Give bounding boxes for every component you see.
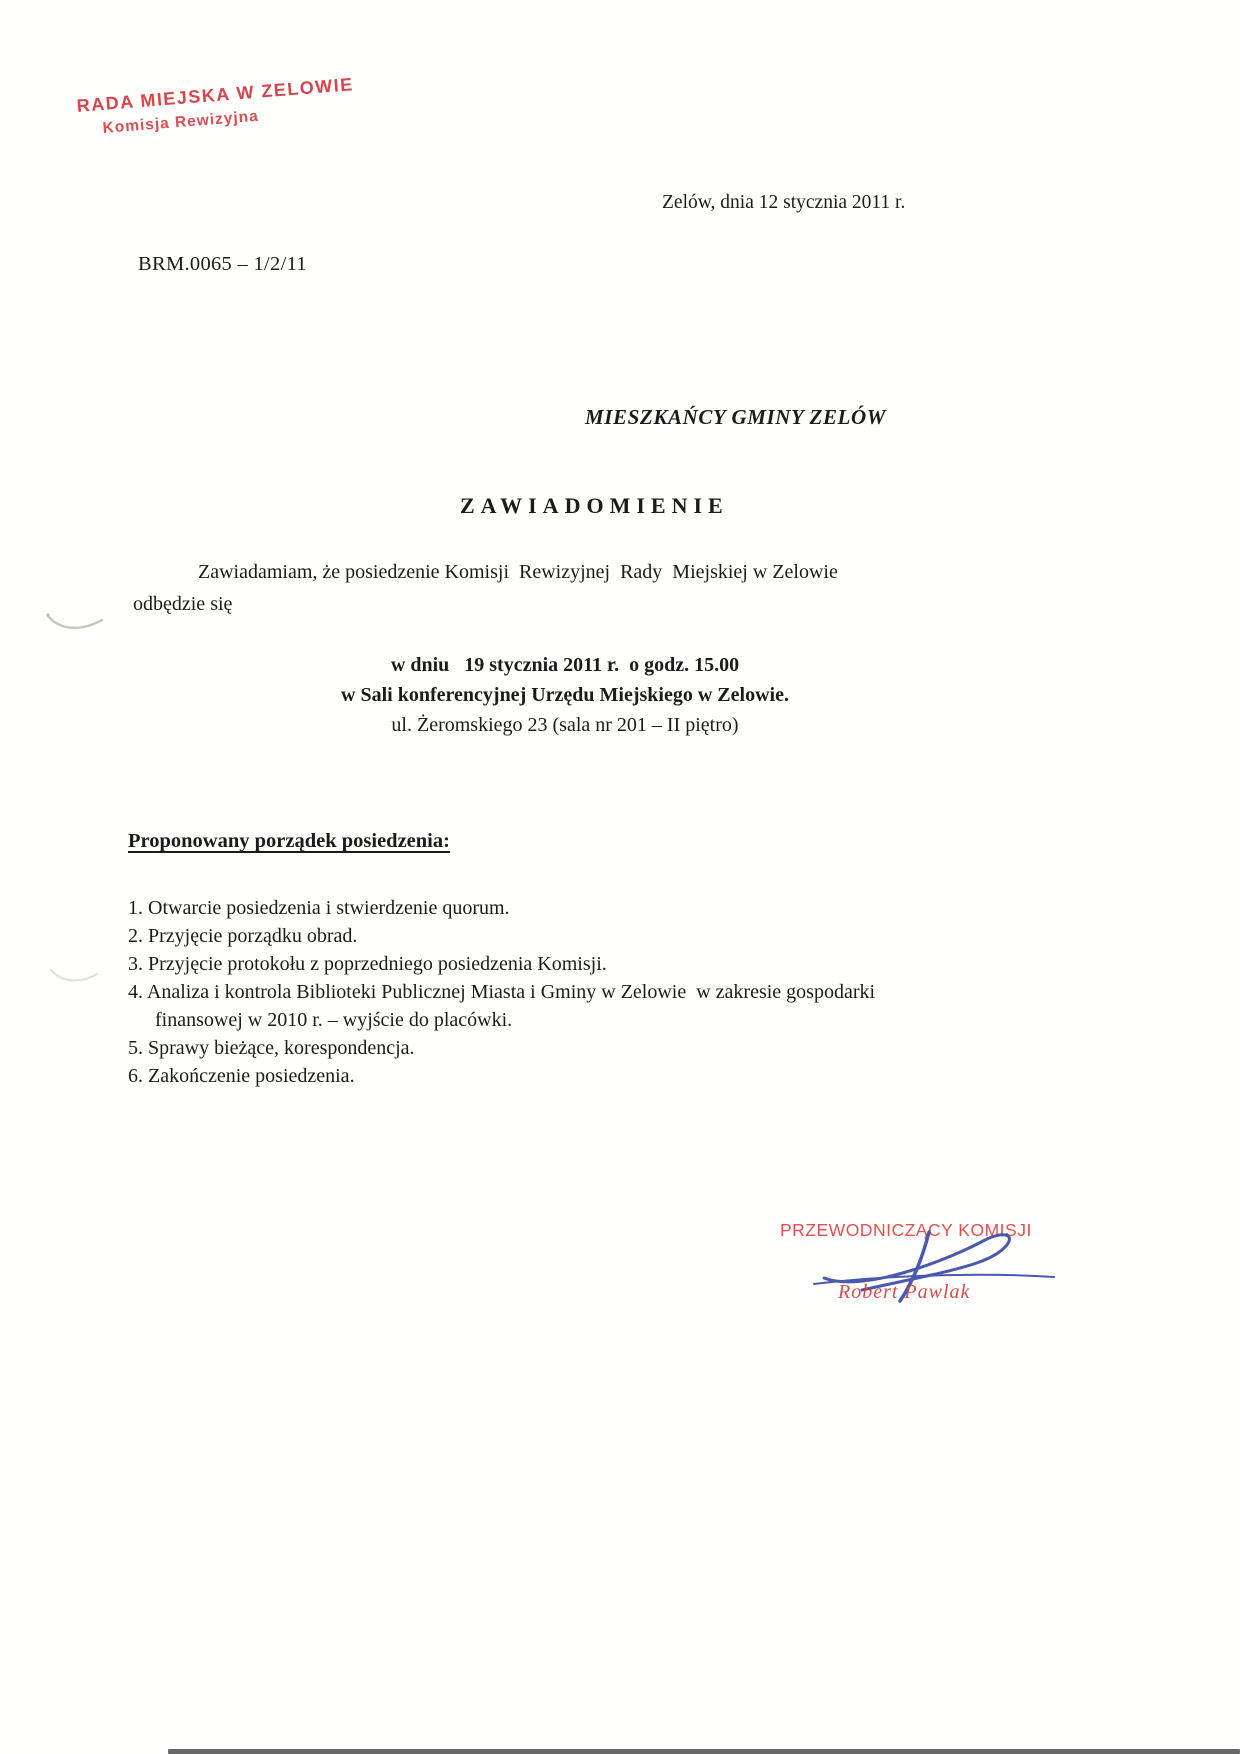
agenda-line: 6. Zakończenie posiedzenia. [128,1065,355,1087]
agenda-line: 1. Otwarcie posiedzenia i stwierdzenie quorum. [128,897,510,919]
meeting-address: ul. Żeromskiego 23 (sala nr 201 – II piętro) [391,714,739,736]
agenda-line: 5. Sprawy bieżące, korespondencja. [128,1037,415,1059]
reference-number: BRM.0065 – 1/2/11 [138,253,307,275]
scanner-edge-artifact [168,1749,1240,1754]
agenda-line: 2. Przyjęcie porządku obrad. [128,925,358,947]
signer-role-stamp: PRZEWODNICZĄCY KOMISJI [780,1220,1032,1240]
stamp-committee-name: Komisja Rewizyjna [101,107,260,137]
agenda-heading: Proponowany porządek posiedzenia: [128,830,450,852]
signer-name-stamp: Robert Pawlak [838,1281,971,1303]
committee-stamp [76,74,356,140]
agenda-line-continuation: finansowej w 2010 r. – wyjście do placówki. [155,1009,513,1031]
meeting-date-time: w dniu 19 stycznia 2011 r. o godz. 15.00 [390,654,740,676]
intro-paragraph-line1: Zawiadamiam, że posiedzenie Komisji Rewizyjnej Rady Miejskiej w Zelowie [198,561,838,583]
stamp-org-name: RADA MIEJSKA W ZELOWIE [76,74,355,116]
meeting-place: w Sali konferencyjnej Urzędu Miejskiego w Zelowie. [341,684,789,706]
agenda-line: 4. Analiza i kontrola Biblioteki Publicznej Miasta i Gminy w Zelowie w zakresie gospodarki [128,981,876,1003]
scan-pencil-mark [48,964,100,991]
scan-pencil-mark [44,608,106,639]
agenda-list [128,894,1088,1090]
document-title: ZAWIADOMIENIE [460,493,729,518]
intro-paragraph-line2: odbędzie się [133,593,233,615]
meeting-details [130,650,1000,740]
agenda-line: 3. Przyjęcie protokołu z poprzedniego posiedzenia Komisji. [128,953,607,975]
addressee-heading: MIESZKAŃCY GMINY ZELÓW [585,405,887,429]
dateline: Zelów, dnia 12 stycznia 2011 r. [662,192,906,213]
